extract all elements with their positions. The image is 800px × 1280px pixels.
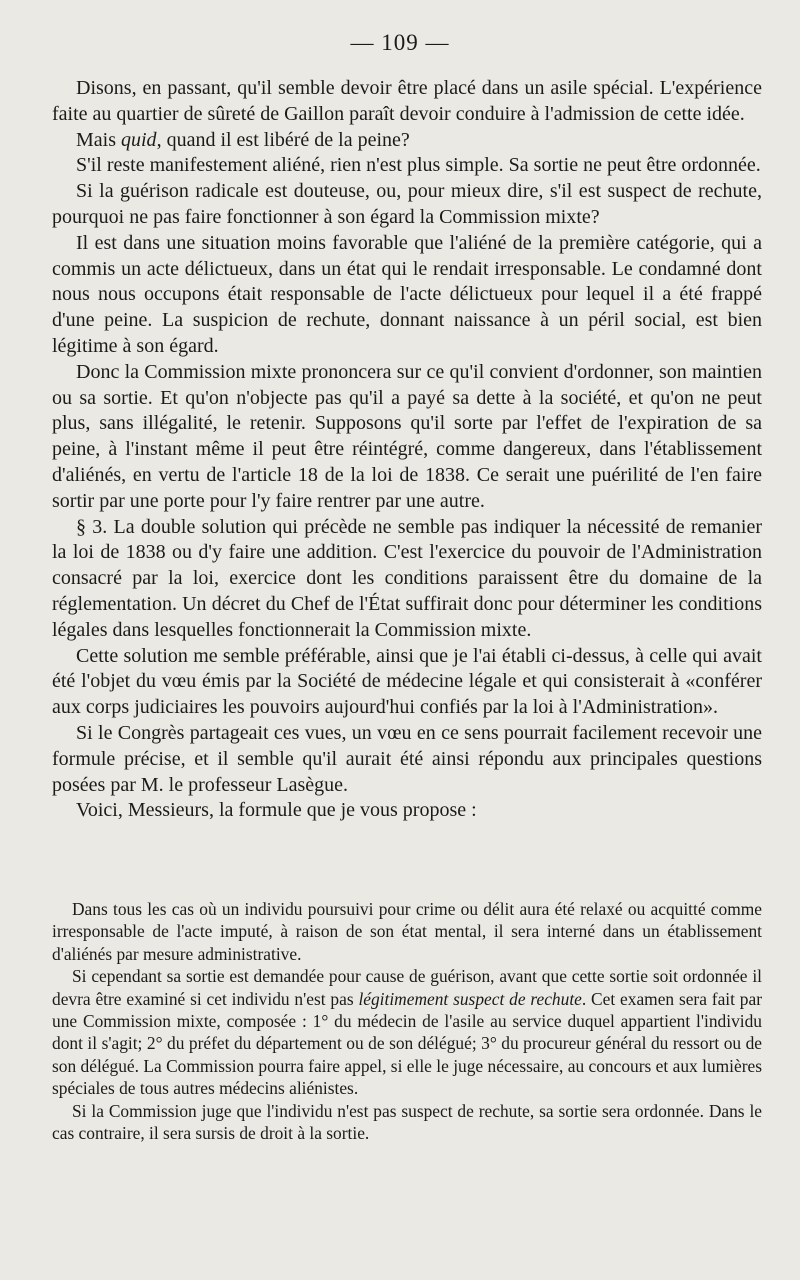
paragraph xyxy=(52,128,762,154)
text-run: Donc la Commission mixte prononcera sur ce qu'il convient d'ordonner, son maintien ou sa sortie. Et qu'on n'objecte pas qu'il a payé sa dette à la société, et qu'on ne peut plus, sans illégalité, le retenir. Supposons qu'il sorte par l'effet de l'expiration de sa peine, à l'instant même il peut être réintégré, comme dangereux, dans l'établissement d'aliénés, en vertu de l'article 18 de la loi de 1838. Ce serait une puérilité de l'en faire sortir par une porte pour l'y faire rentrer par une autre. xyxy=(52,360,762,512)
text-run: § 3. La double solution qui précède ne semble pas indiquer la nécessité de remanier la loi de 1838 ou d'y faire une addition. C'est l'exercice du pouvoir de l'Administration consacré par la loi, exercice dont les conditions paraissent être du domaine de la réglementation. Un décret du Chef de l'État suffirait donc pour déterminer les conditions légales dans lesquelles fonctionnerait la Commission mixte. xyxy=(52,515,762,641)
paragraph xyxy=(52,76,762,128)
text-run: Si le Congrès partageait ces vues, un vœu en ce sens pourrait facilement recevoir une formule précise, et il semble qu'il aurait été ainsi répondu aux principales questions posées par M. le professeur Lasègue. xyxy=(52,721,762,796)
page-number: — 109 — xyxy=(350,30,450,55)
formula-paragraph xyxy=(52,898,762,965)
text-run: Cette solution me semble préférable, ainsi que je l'ai établi ci-dessus, à celle qui avait été l'objet du vœu émis par la Société de médecine légale et qui consisterait à «conférer aux corps judiciaires les pouvoirs aujourd'hui confiés par la loi à l'Administration». xyxy=(52,644,762,719)
text-run: . Cet examen sera fait par une Commission mixte, composée : 1° du médecin de l'asile au service duquel appartient l'individu dont il s'agit; 2° du préfet du département ou de son délégué; 3° du procureur général du ressort ou de son délégué. La Commission pourra faire appel, si elle le juge nécessaire, au concours et aux lumières spéciales de tous autres médecins aliénistes. xyxy=(52,988,762,1099)
text-run: Si la Commission juge que l'individu n'est pas suspect de rechute, sa sortie sera ordonnée. Dans le cas contraire, il sera sursis de droit à la sortie. xyxy=(52,1100,762,1144)
paragraph xyxy=(52,644,762,721)
text-run: Disons, en passant, qu'il semble devoir être placé dans un asile spécial. L'expérience faite au quartier de sûreté de Gaillon paraît devoir conduire à l'admission de cette idée. xyxy=(52,77,762,125)
text-run: Si cependant sa sortie est demandée pour cause de guérison, avant que cette sortie soit ordonnée il devra être examiné si cet individu n'est pas xyxy=(52,966,762,1009)
paragraph xyxy=(52,153,762,179)
main-body-text xyxy=(52,76,762,824)
paragraph xyxy=(52,179,762,231)
paragraph xyxy=(52,231,762,360)
text-run: Il est dans une situation moins favorable que l'aliéné de la première catégorie, qui a commis un acte délictueux, dans un état qui le rendait irresponsable. Le condamné dont nous nous occupons était responsable de l'acte délictueux pour lequel il a été frappé d'une peine. La suspicion de rechute, donnant naissance à un péril social, est bien légitime à son égard. xyxy=(52,231,762,357)
paragraph xyxy=(52,360,762,515)
text-run: Si la guérison radicale est douteuse, ou, pour mieux dire, s'il est suspect de rechute, pourquoi ne pas faire fonctionner à son égard la Commission mixte? xyxy=(52,180,762,228)
text-run: Dans tous les cas où un individu poursuivi pour crime ou délit aura été relaxé ou acquitté comme irresponsable de l'acte imputé, à raison de son état mental, il sera interné dans un établissement d'aliénés par mesure administrative. xyxy=(52,899,762,964)
proposed-formula-text xyxy=(52,898,762,1144)
text-run: S'il reste manifestement aliéné, rien n'est plus simple. Sa sortie ne peut être ordonnée. xyxy=(76,154,761,177)
text-run: , quand il est libéré de la peine? xyxy=(156,128,410,151)
italic-text: quid xyxy=(121,128,157,151)
text-run: Voici, Messieurs, la formule que je vous propose : xyxy=(76,799,477,822)
formula-paragraph xyxy=(52,965,762,1099)
paragraph xyxy=(52,721,762,798)
italic-text: légitimement suspect de rechute xyxy=(358,988,582,1009)
paragraph xyxy=(52,515,762,644)
formula-paragraph xyxy=(52,1100,762,1145)
paragraph xyxy=(52,798,762,824)
text-run: Mais xyxy=(76,128,121,151)
